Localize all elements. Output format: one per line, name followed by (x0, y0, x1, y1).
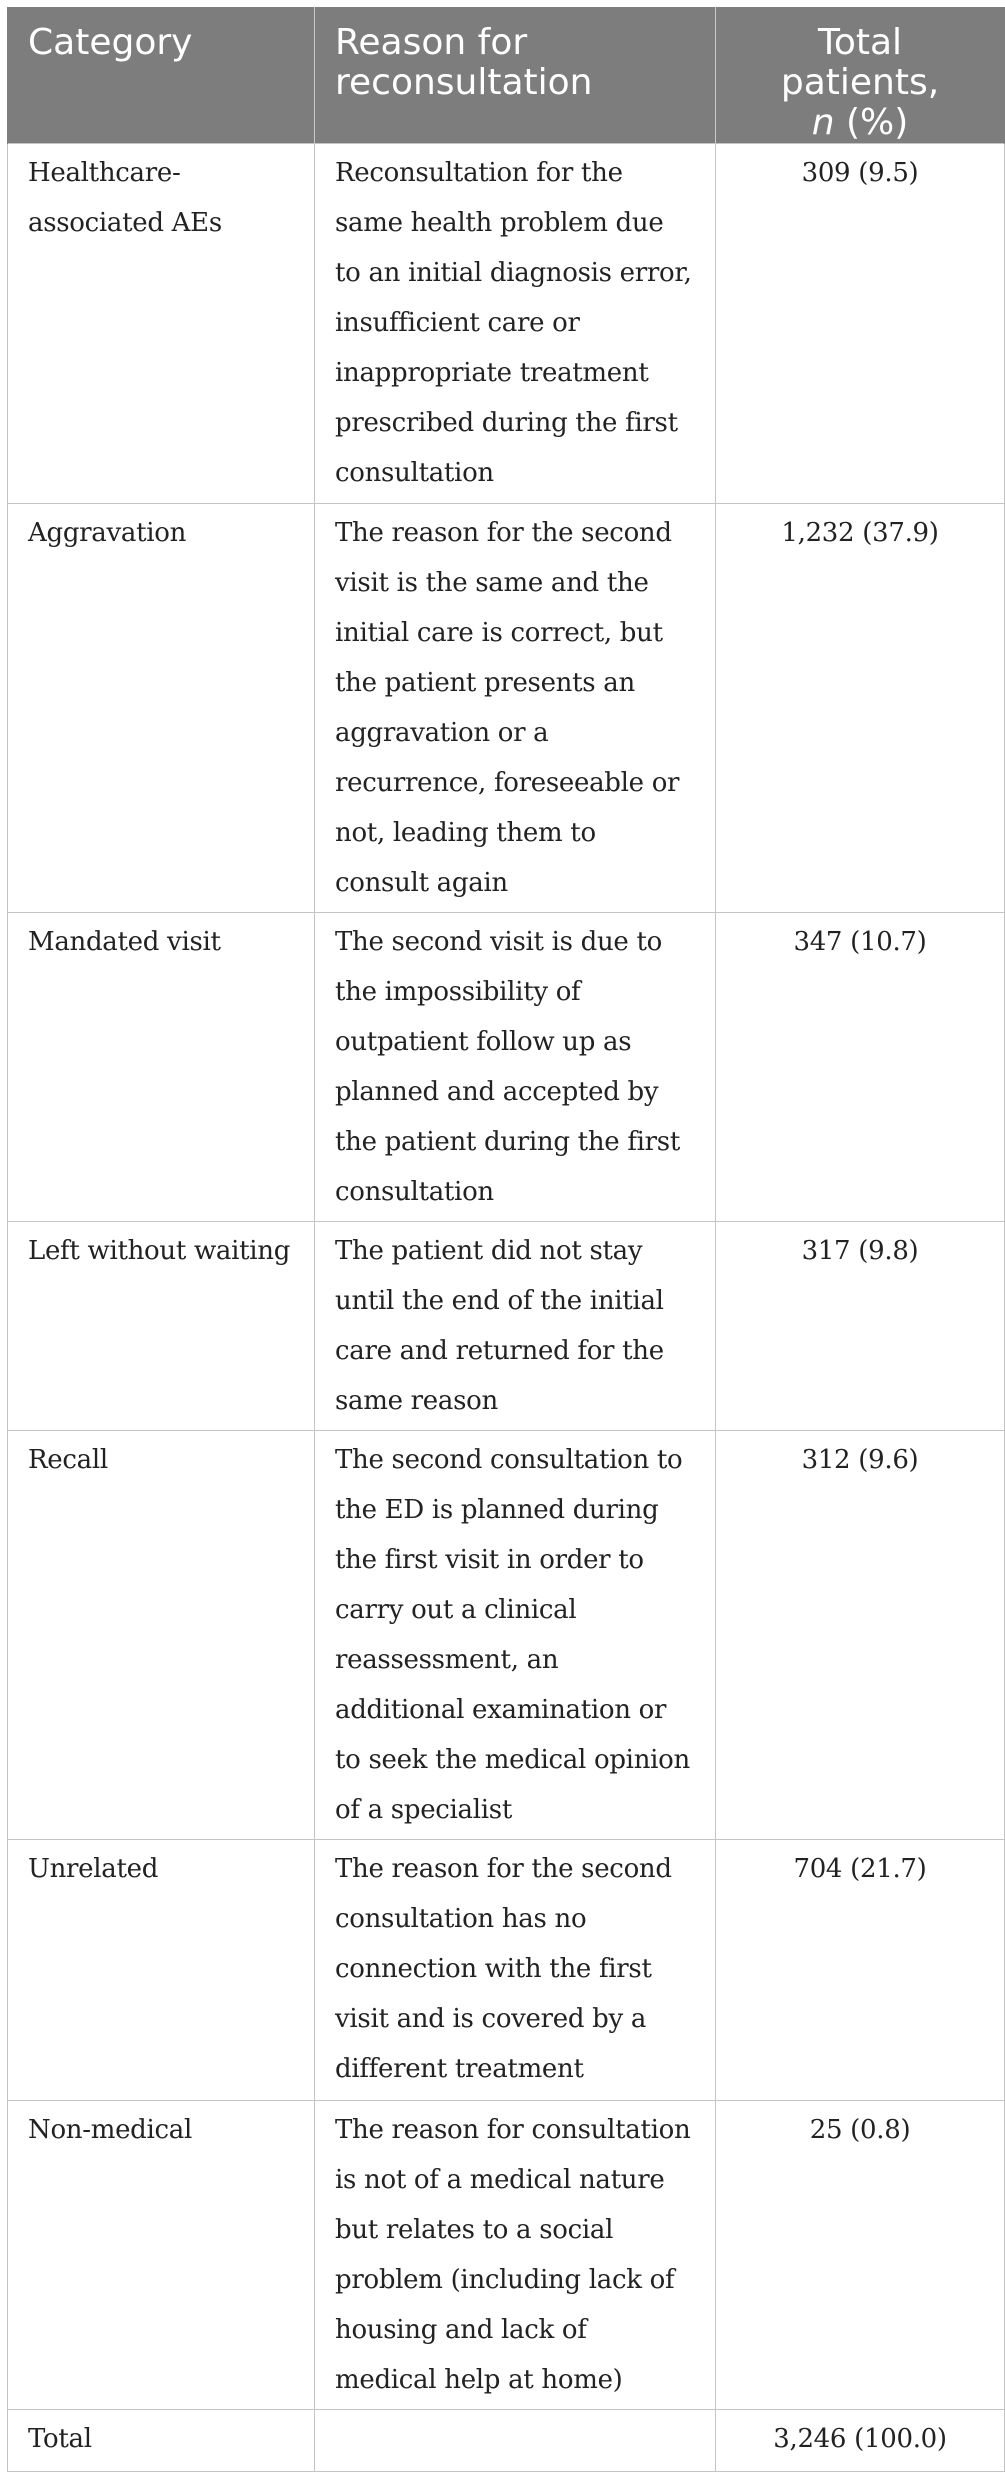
total-row (8, 2410, 1005, 2472)
header-category: Category (8, 7, 315, 144)
header-reason: Reason for reconsultation (315, 7, 716, 144)
total-cell: 3,246 (100.0) (716, 2410, 1005, 2472)
category-cell: Total (8, 2410, 315, 2472)
table-row (8, 1840, 1005, 2101)
category-cell: Aggravation (8, 504, 315, 913)
category-cell: Healthcare-associated AEs (8, 144, 315, 504)
table-body (8, 144, 1005, 2472)
reason-cell: The reason for the second visit is the same and the initial care is correct, but the patient presents an aggravation or a recurrence, foreseeable or not, leading them to consult again (315, 504, 716, 913)
category-cell: Unrelated (8, 1840, 315, 2101)
reason-cell (315, 2410, 716, 2472)
category-cell: Mandated visit (8, 913, 315, 1222)
total-cell: 309 (9.5) (716, 144, 1005, 504)
reconsultation-table (7, 7, 1005, 2472)
table-row (8, 504, 1005, 913)
reason-cell: The second visit is due to the impossibility of outpatient follow up as planned and accepted by the patient during the first consultation (315, 913, 716, 1222)
total-cell: 704 (21.7) (716, 1840, 1005, 2101)
header-row (8, 7, 1005, 144)
table-row (8, 913, 1005, 1222)
total-cell: 317 (9.8) (716, 1222, 1005, 1431)
total-cell: 25 (0.8) (716, 2101, 1005, 2410)
table-header (8, 7, 1005, 144)
reason-cell: Reconsultation for the same health problem due to an initial diagnosis error, insufficient care or inappropriate treatment prescribed during the first consultation (315, 144, 716, 504)
table-row (8, 1431, 1005, 1840)
category-cell: Non-medical (8, 2101, 315, 2410)
header-total: Total patients, n (%) (716, 7, 1005, 144)
table-row (8, 1222, 1005, 1431)
reason-cell: The second consultation to the ED is planned during the first visit in order to carry out a clinical reassessment, an additional examination or to seek the medical opinion of a specialist (315, 1431, 716, 1840)
reason-cell: The patient did not stay until the end of the initial care and returned for the same reason (315, 1222, 716, 1431)
reason-cell: The reason for the second consultation has no connection with the first visit and is covered by a different treatment (315, 1840, 716, 2101)
table-row (8, 2101, 1005, 2410)
table-row (8, 144, 1005, 504)
total-cell: 347 (10.7) (716, 913, 1005, 1222)
total-cell: 312 (9.6) (716, 1431, 1005, 1840)
category-cell: Left without waiting (8, 1222, 315, 1431)
reason-cell: The reason for consultation is not of a medical nature but relates to a social problem (including lack of housing and lack of medical help at home) (315, 2101, 716, 2410)
total-cell: 1,232 (37.9) (716, 504, 1005, 913)
category-cell: Recall (8, 1431, 315, 1840)
